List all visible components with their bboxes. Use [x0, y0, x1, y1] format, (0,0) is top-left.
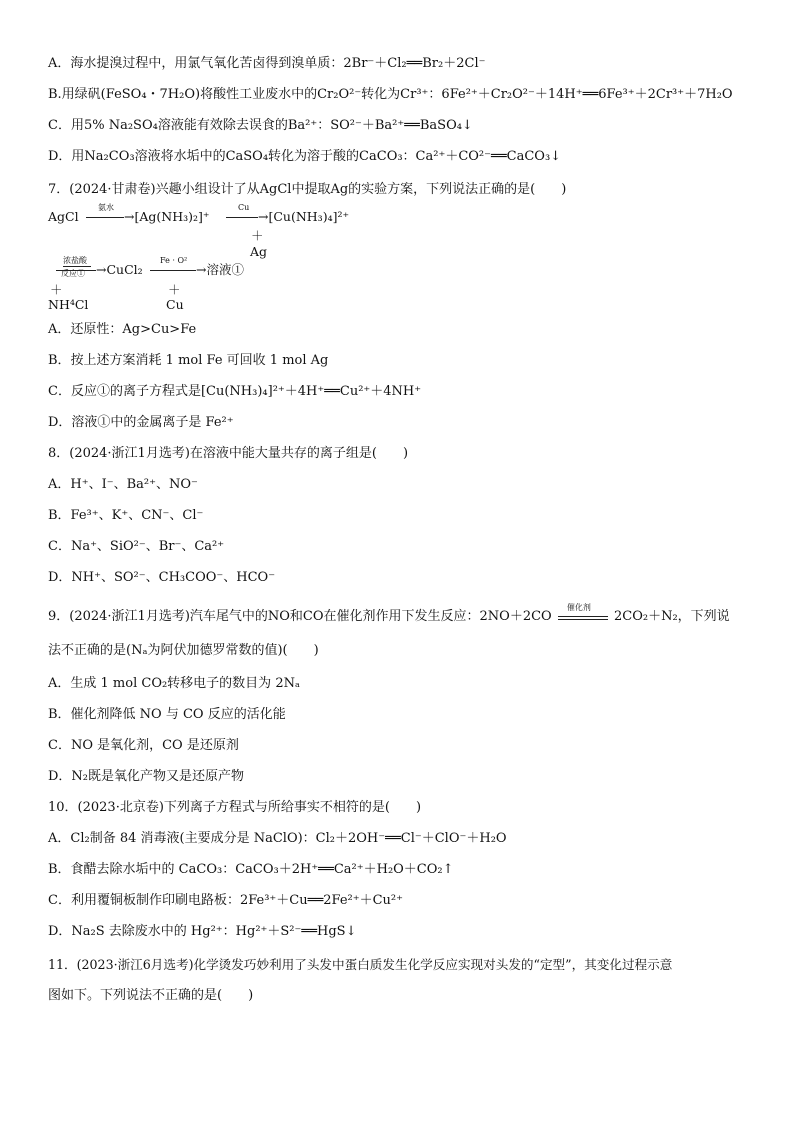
flow-label-hcl: 浓盐酸 [63, 256, 87, 265]
question-11-stem-line-1: 11．(2023·浙江6月选考)化学烫发巧妙利用了头发中蛋白质发生化学反应实现对头发的“定型”，其变化过程示意 [48, 957, 673, 972]
q9-option-a: A．生成 1 mol CO₂转移电子的数目为 2Nₐ [48, 676, 300, 691]
flow-arrow-3 [56, 270, 96, 271]
flow-cucl2: →CuCl₂ [96, 262, 143, 277]
flow-product-nh4cl: NH⁴Cl [48, 297, 89, 312]
option-a-bromine: A．海水提溴过程中，用氯气氧化苦卤得到溴单质：2Br⁻＋Cl₂══Br₂＋2Cl⁻ [48, 56, 486, 71]
q10-option-c: C．利用覆铜板制作印刷电路板：2Fe³⁺＋Cu══2Fe²⁺＋Cu²⁺ [48, 893, 404, 908]
flow-arrow-4 [150, 270, 196, 271]
flow-cu-ammine: →[Cu(NH₃)₄]²⁺ [258, 209, 350, 224]
flow-label-cu: Cu [238, 203, 250, 212]
q10-option-a: A．Cl₂制备 84 消毒液(主要成分是 NaClO)：Cl₂＋2OH⁻══Cl⁻＋ClO⁻＋H₂O [48, 831, 507, 846]
option-b-green-vitriol: B.用绿矾(FeSO₄・7H₂O)将酸性工业废水中的Cr₂O²⁻转化为Cr³⁺：6Fe²⁺＋Cr₂O²⁻＋14H⁺══6Fe³⁺＋2Cr³⁺＋7H₂O [48, 87, 733, 102]
flow-plus-ag: ＋ [251, 228, 264, 243]
flow-arrow-2 [226, 217, 258, 218]
option-c-sodium-sulfate: C．用5% Na₂SO₄溶液能有效除去误食的Ba²⁺：SO²⁻＋Ba²⁺══BaSO₄↓ [48, 118, 473, 133]
q10-option-b: B．食醋去除水垢中的 CaCO₃：CaCO₃＋2H⁺══Ca²⁺＋H₂O＋CO₂↑ [48, 862, 454, 877]
q8-option-b: B．Fe³⁺、K⁺、CN⁻、Cl⁻ [48, 508, 204, 523]
question-9-stem-line-2: 法不正确的是(Nₐ为阿伏加德罗常数的值)( ) [48, 643, 319, 658]
question-8-stem: 8．(2024·浙江1月选考)在溶液中能大量共存的离子组是( ) [48, 446, 409, 461]
flow-label-ammonia: 氨水 [98, 203, 114, 212]
flow-label-reaction: 反应① [61, 269, 85, 278]
q7-option-c: C．反应①的离子方程式是[Cu(NH₃)₄]²⁺＋4H⁺══Cu²⁺＋4NH⁺ [48, 384, 422, 399]
q9-option-b: B．催化剂降低 NO 与 CO 反应的活化能 [48, 707, 286, 722]
q8-option-a: A．H⁺、I⁻、Ba²⁺、NO⁻ [48, 477, 198, 492]
flow-plus-nh4cl: ＋ [50, 282, 63, 297]
flow-product-ag: Ag [250, 244, 268, 259]
flow-label-fe-o2: Fe · O² [160, 256, 188, 265]
question-11-stem-line-2: 图如下。下列说法不正确的是( ) [48, 988, 254, 1003]
q9-text-after-catalyst: 2CO₂＋N₂，下列说 [614, 609, 730, 624]
flow-ag-ammine: →[Ag(NH₃)₂]⁺ [124, 209, 210, 224]
question-10-stem: 10．(2023·北京卷)下列离子方程式与所给事实不相符的是( ) [48, 800, 422, 815]
question-7-stem: 7．(2024·甘肃卷)兴趣小组设计了从AgCl中提取Ag的实验方案，下列说法正确的是( ) [48, 182, 567, 197]
option-d-sodium-carbonate: D．用Na₂CO₃溶液将水垢中的CaSO₄转化为溶于酸的CaCO₃：Ca²⁺＋CO²⁻══CaCO₃↓ [48, 149, 562, 164]
flow-product-cu: Cu [166, 297, 184, 312]
q10-option-d: D．Na₂S 去除废水中的 Hg²⁺：Hg²⁺＋S²⁻══HgS↓ [48, 924, 357, 939]
q9-option-c: C．NO 是氧化剂，CO 是还原剂 [48, 738, 239, 753]
question-9-stem-line-1 [48, 603, 730, 625]
flow-plus-cu: ＋ [168, 282, 181, 297]
flow-solution-1: →溶液① [196, 262, 244, 277]
flow-label-hcl-underline [63, 266, 91, 267]
flow-agcl: AgCl [48, 209, 79, 224]
q8-option-d: D．NH⁺、SO²⁻、CH₃COO⁻、HCO⁻ [48, 570, 276, 585]
q8-option-c: C．Na⁺、SiO²⁻、Br⁻、Ca²⁺ [48, 539, 225, 554]
q9-catalyst-label: 催化剂 [566, 603, 591, 612]
q9-catalyst-arrow [556, 603, 610, 625]
flow-arrow-1 [86, 217, 124, 218]
q9-text-before-catalyst: 9．(2024·浙江1月选考)汽车尾气中的NO和CO在催化剂作用下发生反应：2NO＋2CO [48, 609, 552, 624]
q7-option-b: B．按上述方案消耗 1 mol Fe 可回收 1 mol Ag [48, 353, 329, 368]
q9-option-d: D．N₂既是氧化产物又是还原产物 [48, 769, 245, 784]
q7-option-d: D．溶液①中的金属离子是 Fe²⁺ [48, 415, 234, 430]
q7-option-a: A．还原性：Ag>Cu>Fe [48, 322, 197, 337]
